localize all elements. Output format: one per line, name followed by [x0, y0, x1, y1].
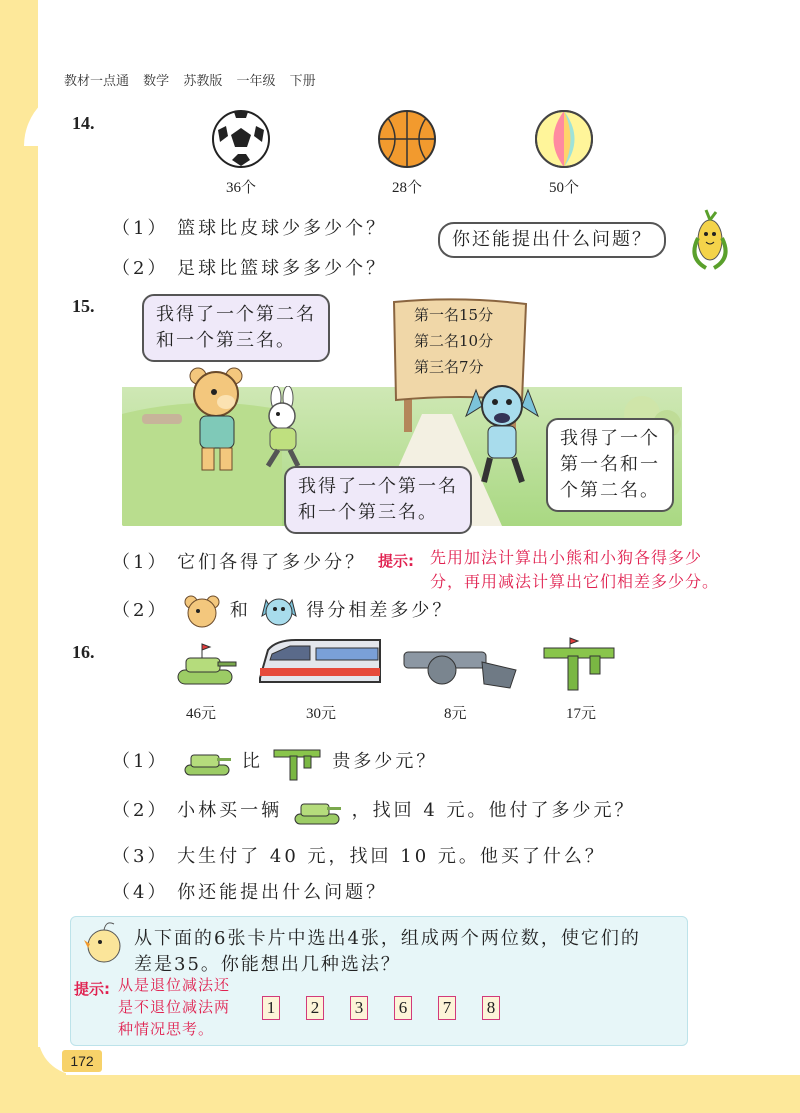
corn-mascot-icon: [686, 208, 736, 274]
q16-part1-mid: 比: [241, 751, 263, 772]
bear-face-icon: [183, 594, 221, 628]
puzzle-hint-line3: 种情况思考。: [118, 1020, 215, 1038]
gun-small-icon: [272, 742, 324, 782]
tank-price: 46元: [186, 706, 217, 722]
grade: 一年级: [236, 74, 276, 89]
dog-speech-line3: 个第二名。: [560, 480, 660, 501]
beach-ball-icon: [533, 108, 595, 170]
q15-part1: （1） 它们各得了多少分？: [112, 552, 367, 573]
q15-part2-suffix: 得分相差多少？: [306, 600, 454, 621]
q16-part1-prefix: （1）: [112, 751, 169, 772]
score-sign-text: [414, 302, 493, 380]
q15-hint-line2: 分，再用减法计算出它们相差多少分。: [430, 572, 720, 591]
q16-part2: [112, 794, 636, 828]
number-card: 3: [350, 996, 368, 1020]
puzzle-line2: 差是35。你能想出几种选法？: [134, 954, 401, 975]
q16-part4: （4） 你还能提出什么问题？: [112, 882, 388, 903]
bear-speech-line1: 我得了一个第二名: [156, 304, 316, 325]
dog-face-icon: [260, 594, 298, 628]
puzzle-hint-label: 提示:: [74, 980, 110, 998]
puzzle-hint-line2: 是不退位减法两: [118, 998, 231, 1016]
q16-part1-suffix: 贵多少元？: [332, 751, 438, 772]
chick-mascot-icon: [84, 918, 126, 966]
subject: 数学: [143, 74, 170, 89]
number-card: 6: [394, 996, 412, 1020]
question-number-16: 16.: [72, 642, 95, 662]
number-card: 2: [306, 996, 324, 1020]
bear-speech-bubble: [142, 294, 330, 362]
page-number: 172: [62, 1050, 102, 1072]
toy-tank-icon: [172, 638, 238, 690]
submachine-gun-price: 17元: [566, 706, 597, 722]
question-number-15: 15.: [72, 296, 95, 316]
football-icon: [210, 108, 272, 170]
left-margin-band: [0, 0, 38, 1113]
puzzle-hint-line1: 从是退位减法还: [118, 976, 231, 994]
beach-ball-count: 50个: [549, 180, 580, 196]
rabbit-icon: [254, 386, 314, 474]
number-card: 7: [438, 996, 456, 1020]
score-third: 第三名7分: [414, 358, 484, 376]
dog-icon: [462, 376, 542, 488]
toy-submachine-gun-icon: [540, 634, 620, 694]
q15-hint: [430, 546, 719, 594]
q16-part1: [112, 742, 437, 782]
dog-speech-line1: 我得了一个: [560, 428, 660, 449]
rabbit-speech-bubble: [284, 466, 472, 534]
bear-speech-line2: 和一个第三名。: [156, 330, 296, 351]
edition: 苏教版: [183, 74, 223, 89]
q14-part1: （1） 篮球比皮球少多少个？: [112, 218, 388, 239]
q14-speech-bubble: 你还能提出什么问题？: [438, 222, 666, 258]
tank-small-icon: [181, 745, 233, 779]
rabbit-speech-line1: 我得了一个第一名: [298, 476, 458, 497]
dog-speech-bubble: [546, 418, 674, 512]
bottom-margin-band: [0, 1075, 800, 1113]
toy-revolver-icon: [398, 640, 522, 690]
q14-part2: （2） 足球比篮球多多少个？: [112, 258, 388, 279]
volume: 下册: [289, 74, 316, 89]
q15-hint-line1: 先用加法计算出小熊和小狗各得多少: [430, 548, 703, 567]
train-price: 30元: [306, 706, 337, 722]
question-number-14: 14.: [72, 113, 95, 133]
tank-small-icon-2: [291, 794, 343, 828]
q15-part2-prefix: （2）: [112, 600, 169, 621]
basketball-icon: [376, 108, 438, 170]
number-card: 1: [262, 996, 280, 1020]
q15-hint-label: 提示:: [378, 552, 414, 570]
puzzle-line1: 从下面的6张卡片中选出4张，组成两个两位数，使它们的: [134, 928, 641, 949]
football-count: 36个: [226, 180, 257, 196]
rabbit-speech-line2: 和一个第三名。: [298, 502, 438, 523]
running-header: [64, 70, 326, 89]
q16-part2-suffix: ，找回 4 元。他付了多少元？: [351, 800, 636, 821]
q16-part3: （3） 大生付了 40 元，找回 10 元。他买了什么？: [112, 846, 606, 867]
basketball-count: 28个: [392, 180, 423, 196]
score-second: 第二名10分: [414, 332, 494, 350]
q15-part2: [112, 594, 453, 628]
q16-part2-prefix: （2） 小林买一辆: [112, 800, 283, 821]
number-cards: [262, 996, 526, 1020]
puzzle-hint: [118, 974, 230, 1040]
book-title: 教材一点通: [64, 74, 130, 89]
revolver-price: 8元: [444, 706, 467, 722]
q15-part2-and: 和: [229, 600, 251, 621]
bear-icon: [184, 362, 254, 474]
toy-train-icon: [256, 634, 384, 692]
score-first: 第一名15分: [414, 306, 494, 324]
dog-speech-line2: 第一名和一: [560, 454, 660, 475]
number-card: 8: [482, 996, 500, 1020]
